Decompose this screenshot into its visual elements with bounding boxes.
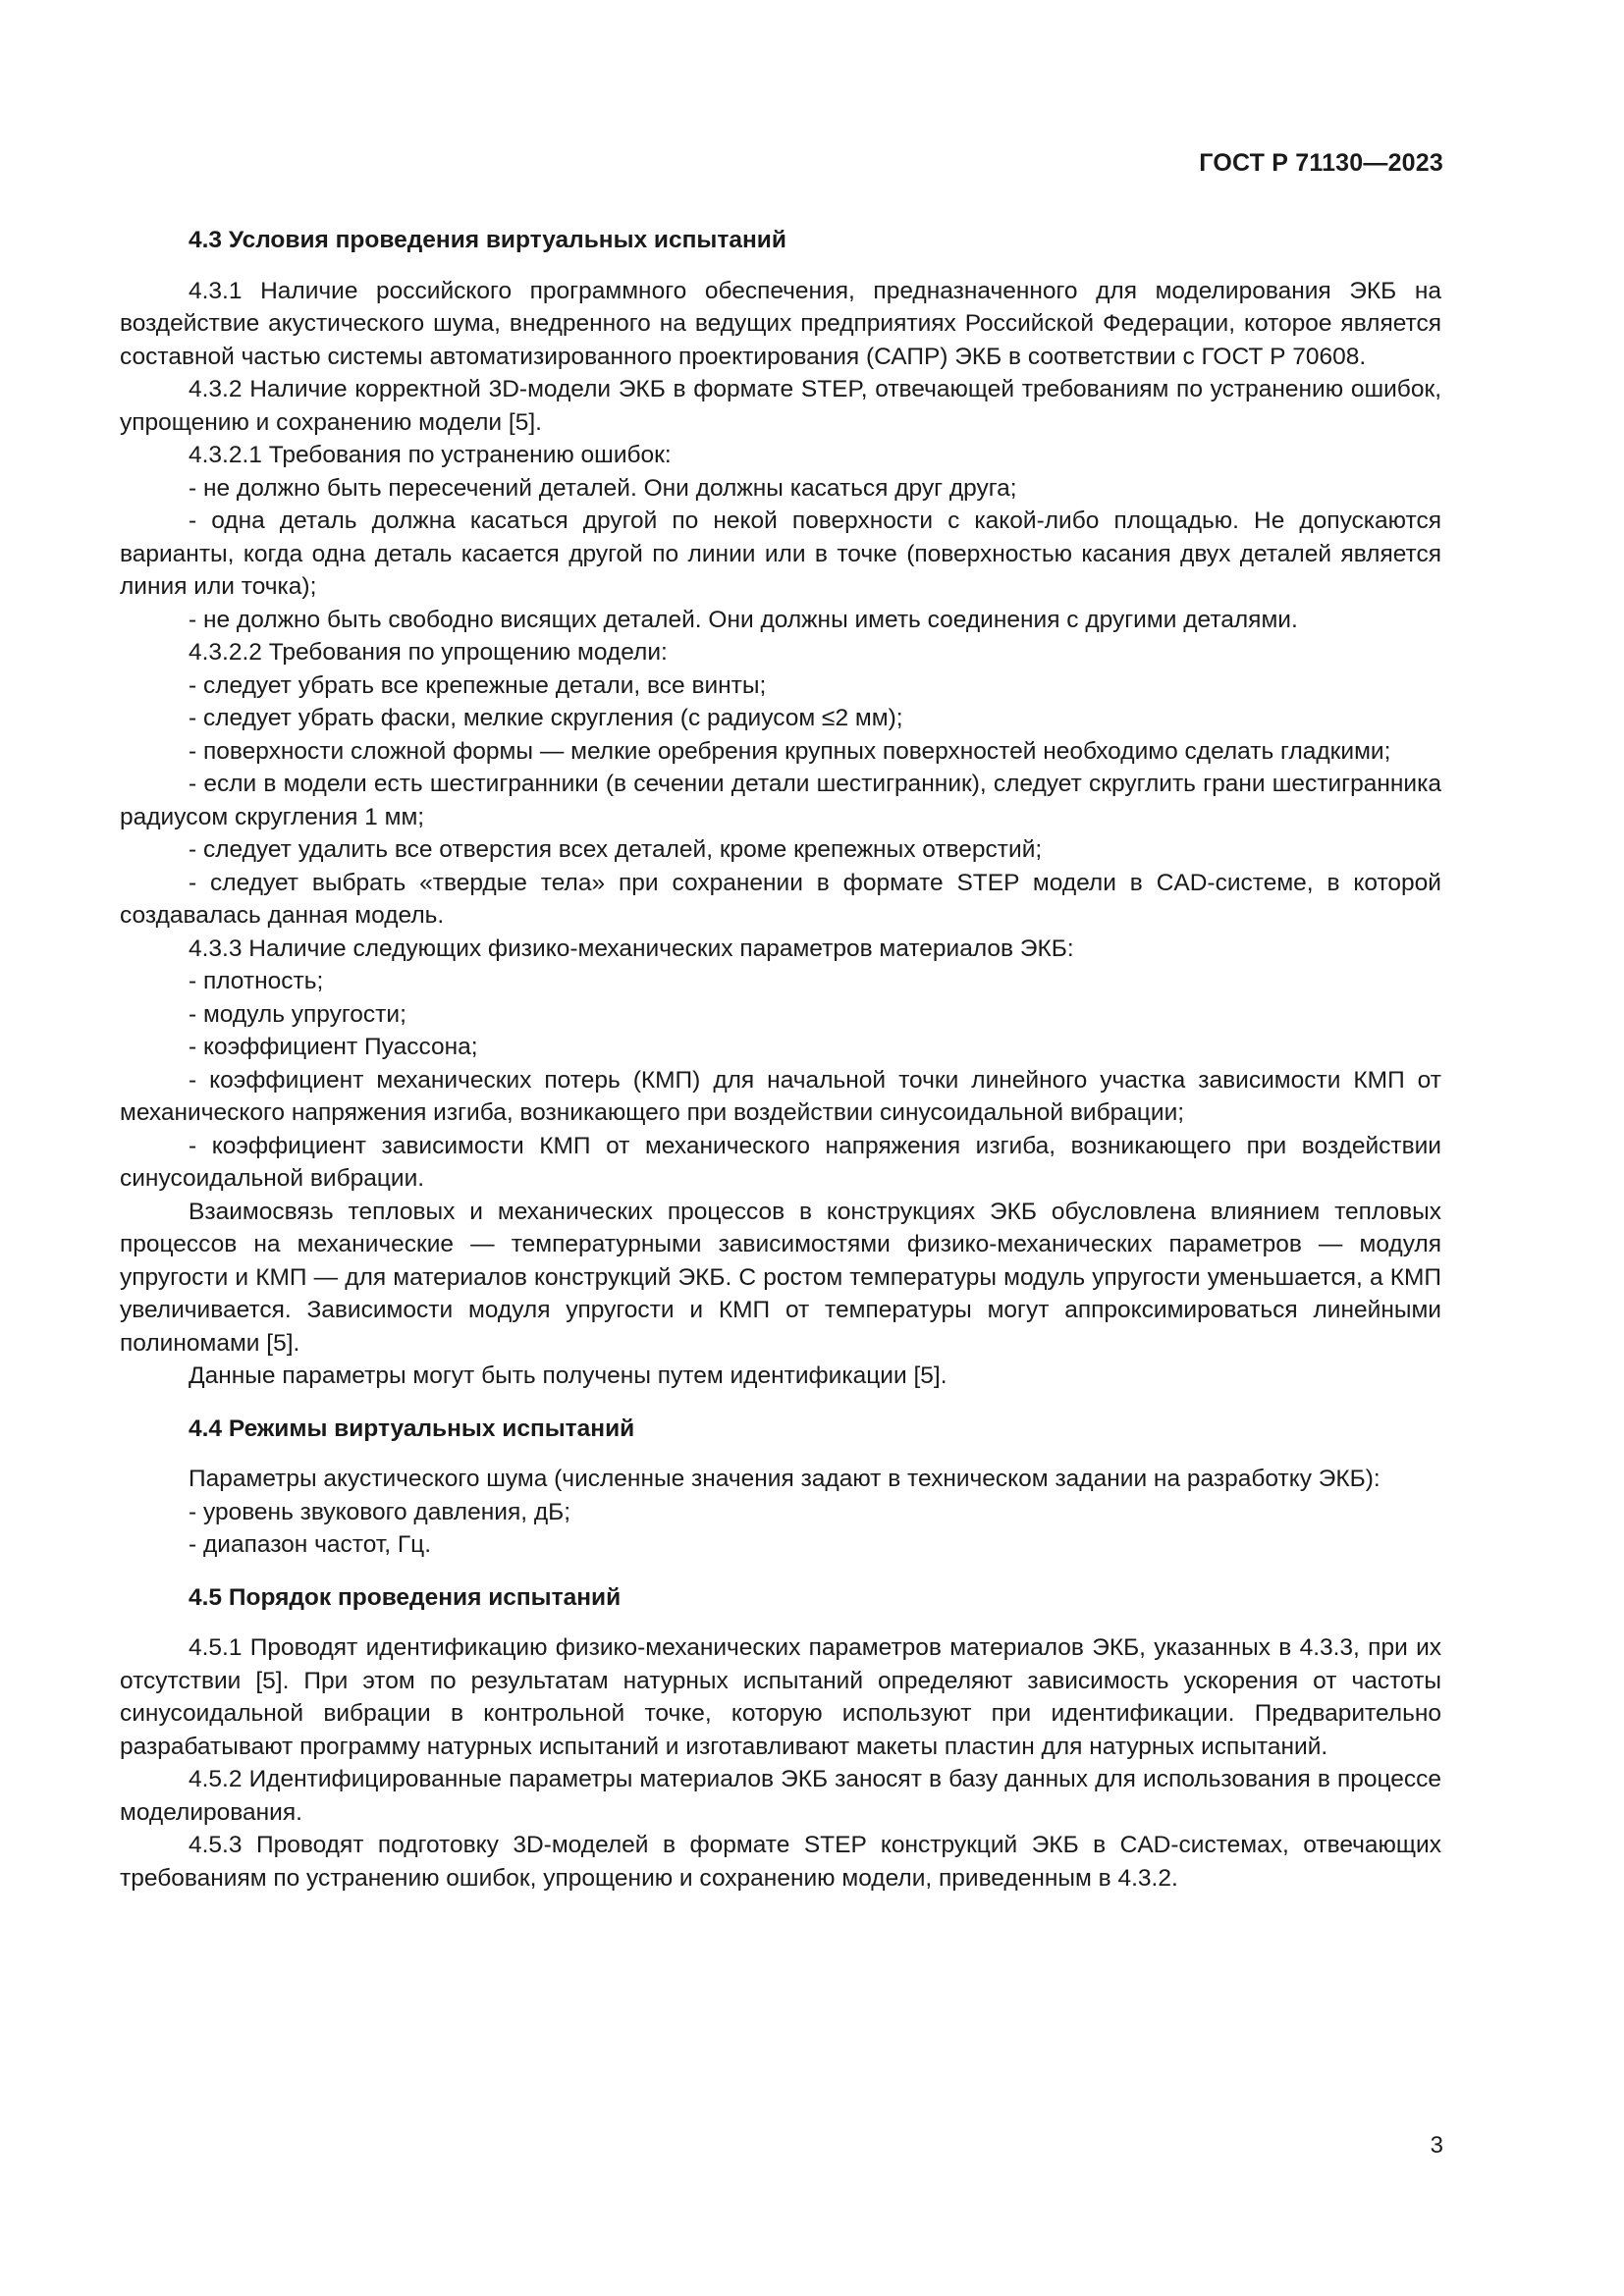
list-item: - следует удалить все отверстия всех деталей, кроме крепежных отверстий; [189,836,1043,863]
section-heading-4-4: 4.4 Режимы виртуальных испытаний [189,1415,635,1442]
list-item: - поверхности сложной формы — мелкие оребрения крупных поверхностей необходимо сделать гладкими; [189,737,1391,765]
list-item: - одна деталь должна касаться другой по некой поверхности с какой-либо площадью. Не допускаются варианты, когда одна деталь касается другой по линии или в точке (поверхностью касания двух деталей является линия или точка); [120,507,1441,600]
section-heading-4-3: 4.3 Условия проведения виртуальных испытаний [189,227,786,253]
paragraph: 4.5.3 Проводят подготовку 3D-моделей в формате STEP конструкций ЭКБ в CAD-системах, отвечающих требованиям по устранению ошибок, упрощению и сохранению модели, приведенным в 4.3.2. [120,1832,1441,1892]
list-item: - если в модели есть шестигранники (в сечении детали шестигранник), следует скруглить грани шестигранника радиусом скругления 1 мм; [120,771,1441,830]
list-item: - диапазон частот, Гц. [189,1531,432,1558]
paragraph: 4.3.2.2 Требования по упрощению модели: [189,639,668,666]
document-body [120,224,1441,1895]
list-item: - следует выбрать «твердые тела» при сохранении в формате STEP модели в CAD-системе, в которой создавалась данная модель. [120,869,1441,929]
standard-header: ГОСТ Р 71130—2023 [1199,149,1443,177]
list-item: - следует убрать все крепежные детали, все винты; [189,671,767,699]
paragraph: Данные параметры могут быть получены путем идентификации [5]. [189,1362,947,1389]
list-item: - не должно быть пересечений деталей. Они должны касаться друг друга; [189,474,1017,502]
list-item: - коэффициент зависимости КМП от механического напряжения изгиба, возникающего при воздействии синусоидальной вибрации. [120,1132,1441,1192]
list-item: - следует убрать фаски, мелкие скругления (с радиусом ≤2 мм); [189,705,903,731]
paragraph: 4.5.1 Проводят идентификацию физико-механических параметров материалов ЭКБ, указанных в 4.3.3, при их отсутствии [5]. При этом по результатам натурных испытаний определяют зависимость ускорения от частоты синусоидальной вибрации в контрольной точке, которую используют при идентификации. Предварительно разрабатывают программу натурных испытаний и изготавливают макеты пластин для натурных испытаний. [120,1634,1441,1760]
list-item: - уровень звукового давления, дБ; [189,1498,571,1525]
paragraph: 4.3.1 Наличие российского программного обеспечения, предназначенного для моделирования ЭКБ на воздействие акустического шума, внедренного на ведущих предприятиях Российской Федерации, которое является составной частью системы автоматизированного проектирования (САПР) ЭКБ в соответствии с ГОСТ Р 70608. [120,277,1441,370]
paragraph: 4.3.2.1 Требования по устранению ошибок: [189,442,672,468]
paragraph: Взаимосвязь тепловых и механических процессов в конструкциях ЭКБ обусловлена влиянием тепловых процессов на механические — температурными зависимостями физико-механических параметров — модуля упругости и КМП — для материалов конструкций ЭКБ. С ростом температуры модуль упругости уменьшается, а КМП увеличивается. Зависимости модуля упругости и КМП от температуры могут аппроксимироваться линейными полиномами [5]. [120,1198,1441,1357]
paragraph: 4.5.2 Идентифицированные параметры материалов ЭКБ заносят в базу данных для использования в процессе моделирования. [120,1766,1441,1826]
list-item: - коэффициент Пуассона; [189,1034,478,1060]
list-item: - не должно быть свободно висящих деталей. Они должны иметь соединения с другими деталями. [189,606,1298,633]
paragraph: 4.3.3 Наличие следующих физико-механических параметров материалов ЭКБ: [189,934,1074,962]
paragraph: Параметры акустического шума (численные значения задают в техническом задании на разработку ЭКБ): [189,1466,1380,1492]
page-number: 3 [1430,2132,1443,2159]
list-item: - плотность; [189,968,324,994]
list-item: - коэффициент механических потерь (КМП) для начальной точки линейного участка зависимости КМП от механического напряжения изгиба, возникающего при воздействии синусоидальной вибрации; [120,1066,1441,1126]
section-heading-4-5: 4.5 Порядок проведения испытаний [189,1583,622,1611]
paragraph: 4.3.2 Наличие корректной 3D-модели ЭКБ в формате STEP, отвечающей требованиям по устранению ошибок, упрощению и сохранению модели [5]. [120,376,1441,436]
list-item: - модуль упругости; [189,1000,406,1028]
